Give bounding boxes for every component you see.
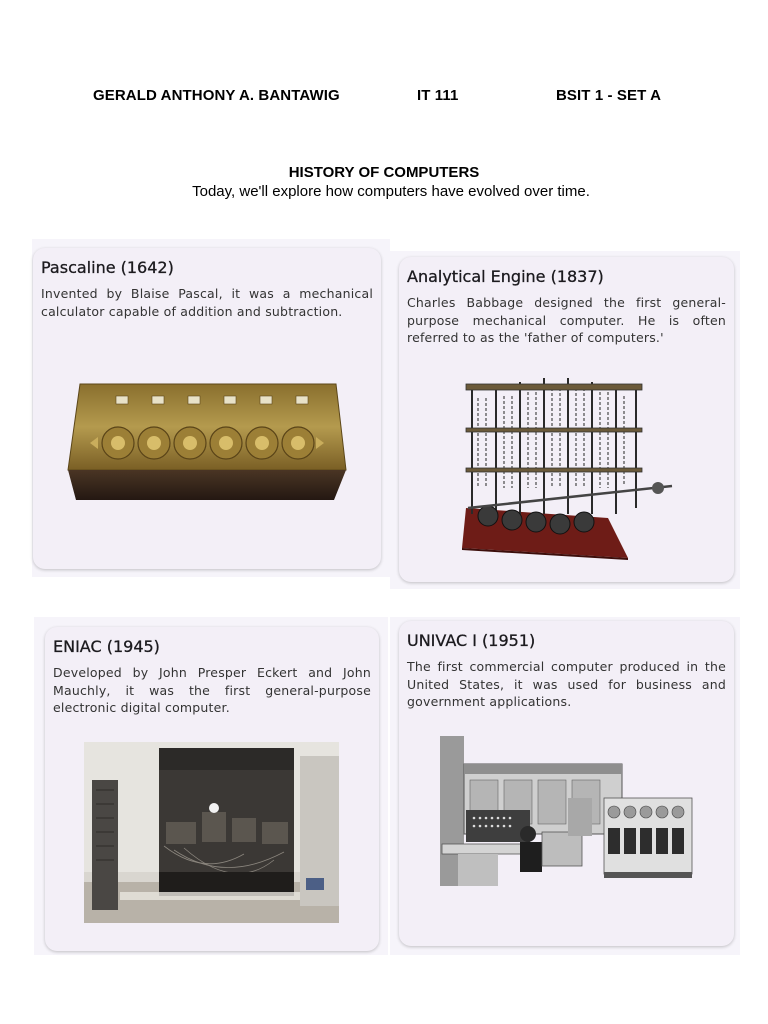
analytical-engine-icon (458, 368, 678, 560)
card-description: Charles Babbage designed the first general-purpose mechanical computer. He is often referred to as the 'father of computers.' (407, 295, 726, 345)
card-title: ENIAC (1945) (53, 637, 160, 656)
card-description: Developed by John Presper Eckert and John Mauchly, it was the first general-purpose electronic digital computer. (53, 665, 371, 715)
course-code: IT 111 (417, 87, 459, 104)
page-subtitle: Today, we'll explore how computers have evolved over time. (192, 183, 590, 200)
section-label: BSIT 1 - SET A (556, 87, 662, 104)
card-title: Pascaline (1642) (41, 258, 174, 277)
student-name: GERALD ANTHONY A. BANTAWIG (93, 87, 340, 104)
card-title: Analytical Engine (1837) (407, 267, 604, 286)
pascaline-calculator-icon (66, 382, 348, 506)
univac-computer-icon (438, 736, 694, 890)
eniac-computer-icon (84, 742, 339, 923)
card-description: The first commercial computer produced in the United States, it was used for business and government applications. (407, 659, 726, 709)
card-title: UNIVAC I (1951) (407, 631, 536, 650)
card-description: Invented by Blaise Pascal, it was a mechanical calculator capable of addition and subtraction. (41, 286, 373, 319)
page-title: HISTORY OF COMPUTERS (288, 164, 480, 181)
